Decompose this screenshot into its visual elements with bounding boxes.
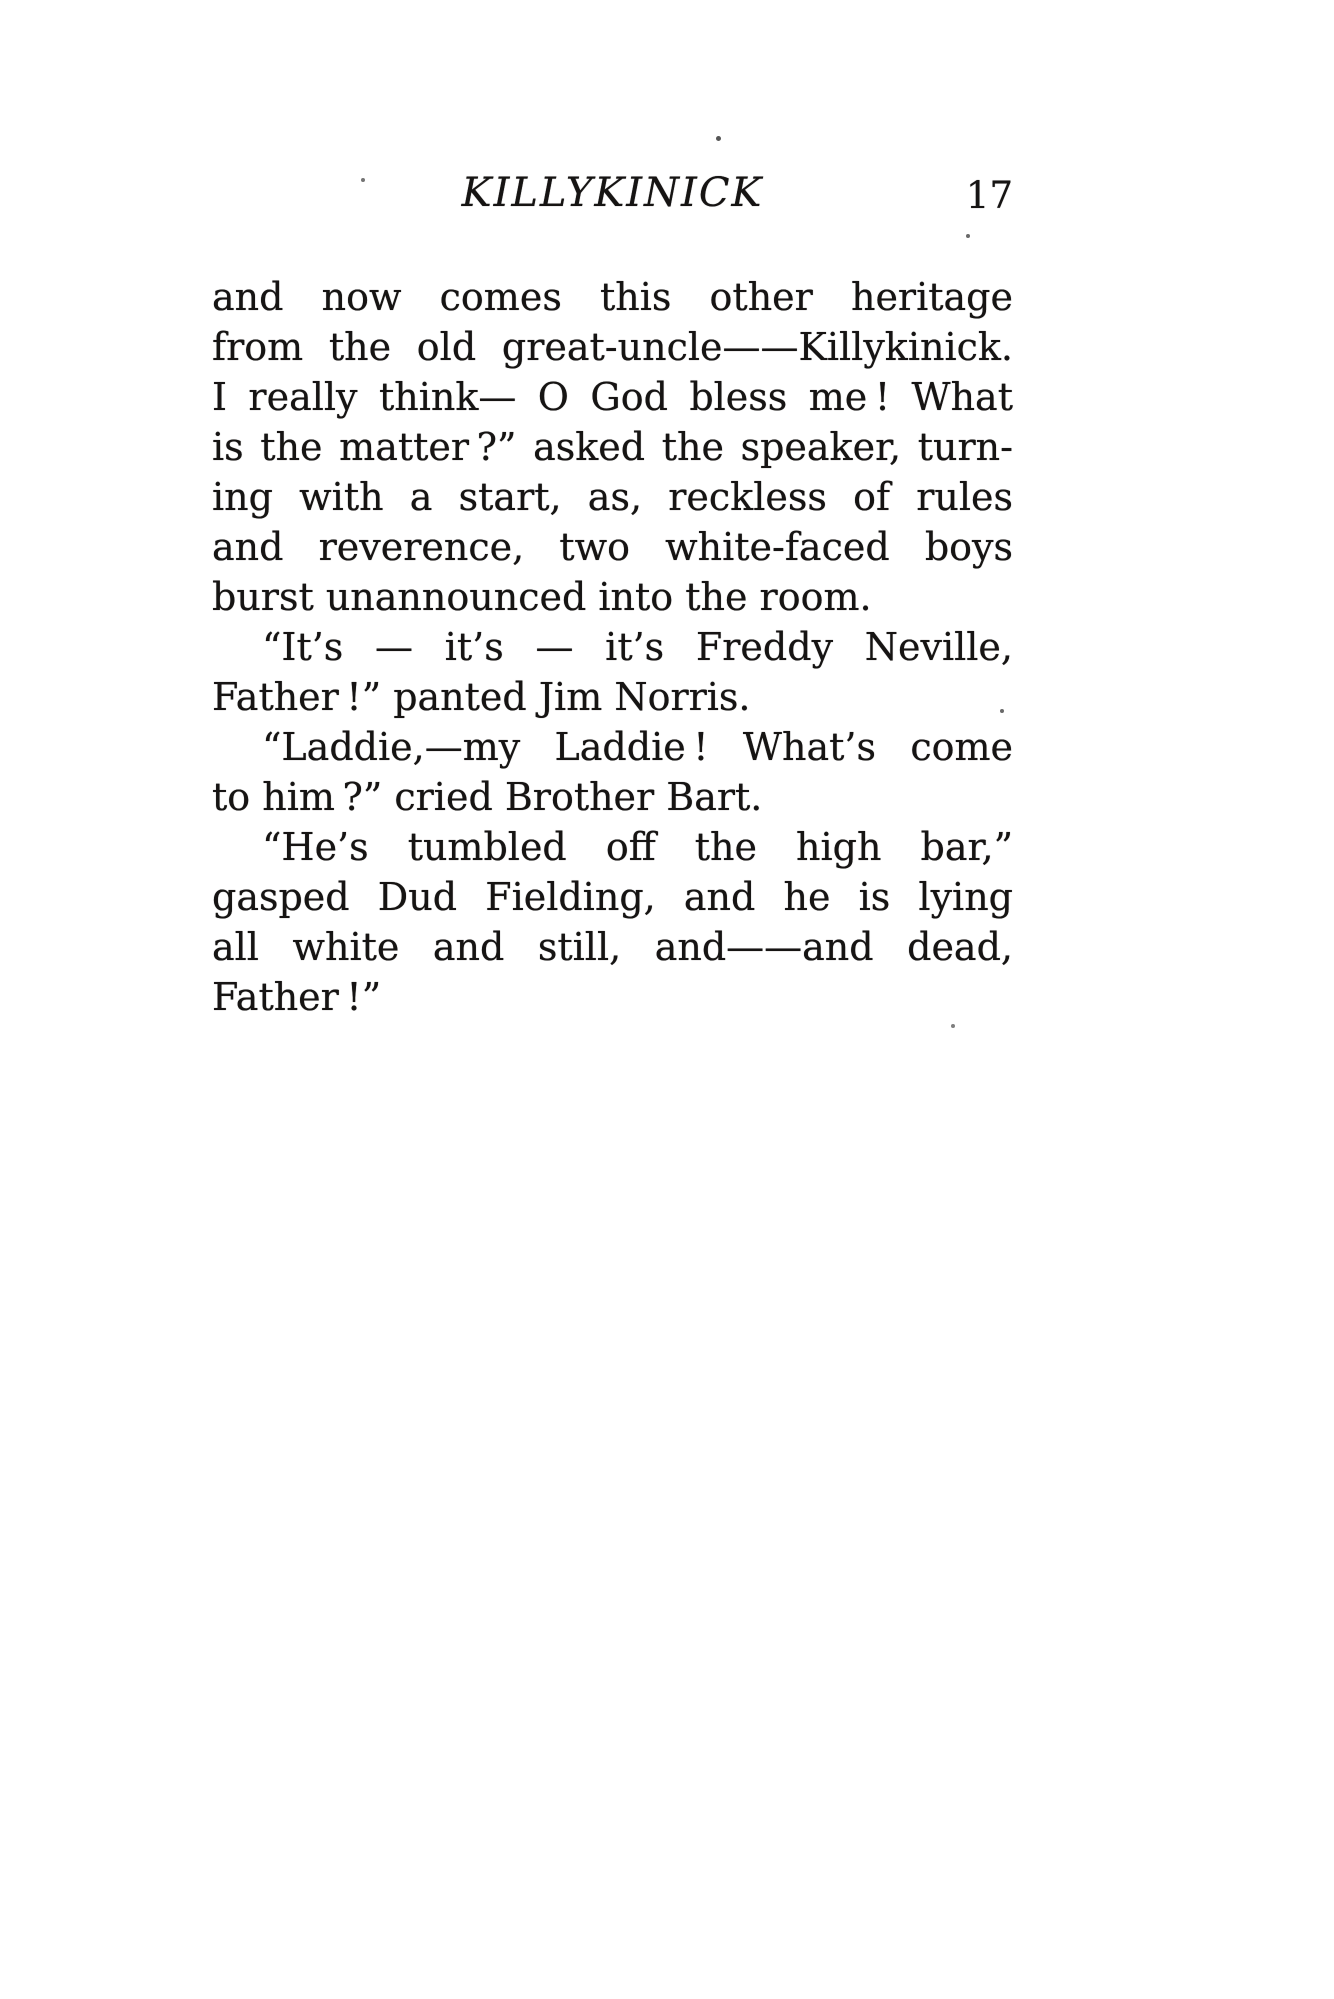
scan-speck (966, 234, 970, 238)
text-line: “He’s tumbled off the high bar,” (262, 825, 1013, 869)
scan-speck (1000, 709, 1004, 713)
text-line: and now comes this other heritage (212, 275, 1013, 319)
text-line: from the old great-uncle——Killykinick. (212, 325, 1013, 369)
running-head: KILLYKINICK (461, 170, 764, 216)
scan-speck (361, 178, 365, 182)
page-number: 17 (965, 174, 1013, 217)
scan-speck (716, 136, 721, 141)
text-line: all white and still, and——and dead, (212, 925, 1013, 969)
text-line: Father !” (212, 975, 382, 1019)
page-header (212, 170, 1013, 216)
text-line: burst unannounced into the room. (212, 575, 872, 619)
paragraph (212, 822, 1013, 1022)
text-line: to him ?” cried Brother Bart. (212, 775, 763, 819)
text-line: ing with a start, as, reckless of rules (212, 475, 1013, 519)
paragraph (212, 272, 1013, 622)
text-line: “Laddie,—my Laddie ! What’s come (262, 725, 1013, 769)
text-line: is the matter ?” asked the speaker, turn- (212, 425, 1013, 469)
scan-speck (951, 1024, 955, 1028)
page-body (212, 272, 1013, 1022)
paragraph (212, 722, 1013, 822)
text-line: Father !” panted Jim Norris. (212, 675, 751, 719)
text-line: I really think— O God bless me ! What (212, 375, 1013, 419)
text-line: “It’s — it’s — it’s Freddy Neville, (262, 625, 1013, 669)
text-line: and reverence, two white-faced boys (212, 525, 1013, 569)
text-line: gasped Dud Fielding, and he is lying (212, 875, 1013, 919)
paragraph (212, 622, 1013, 722)
